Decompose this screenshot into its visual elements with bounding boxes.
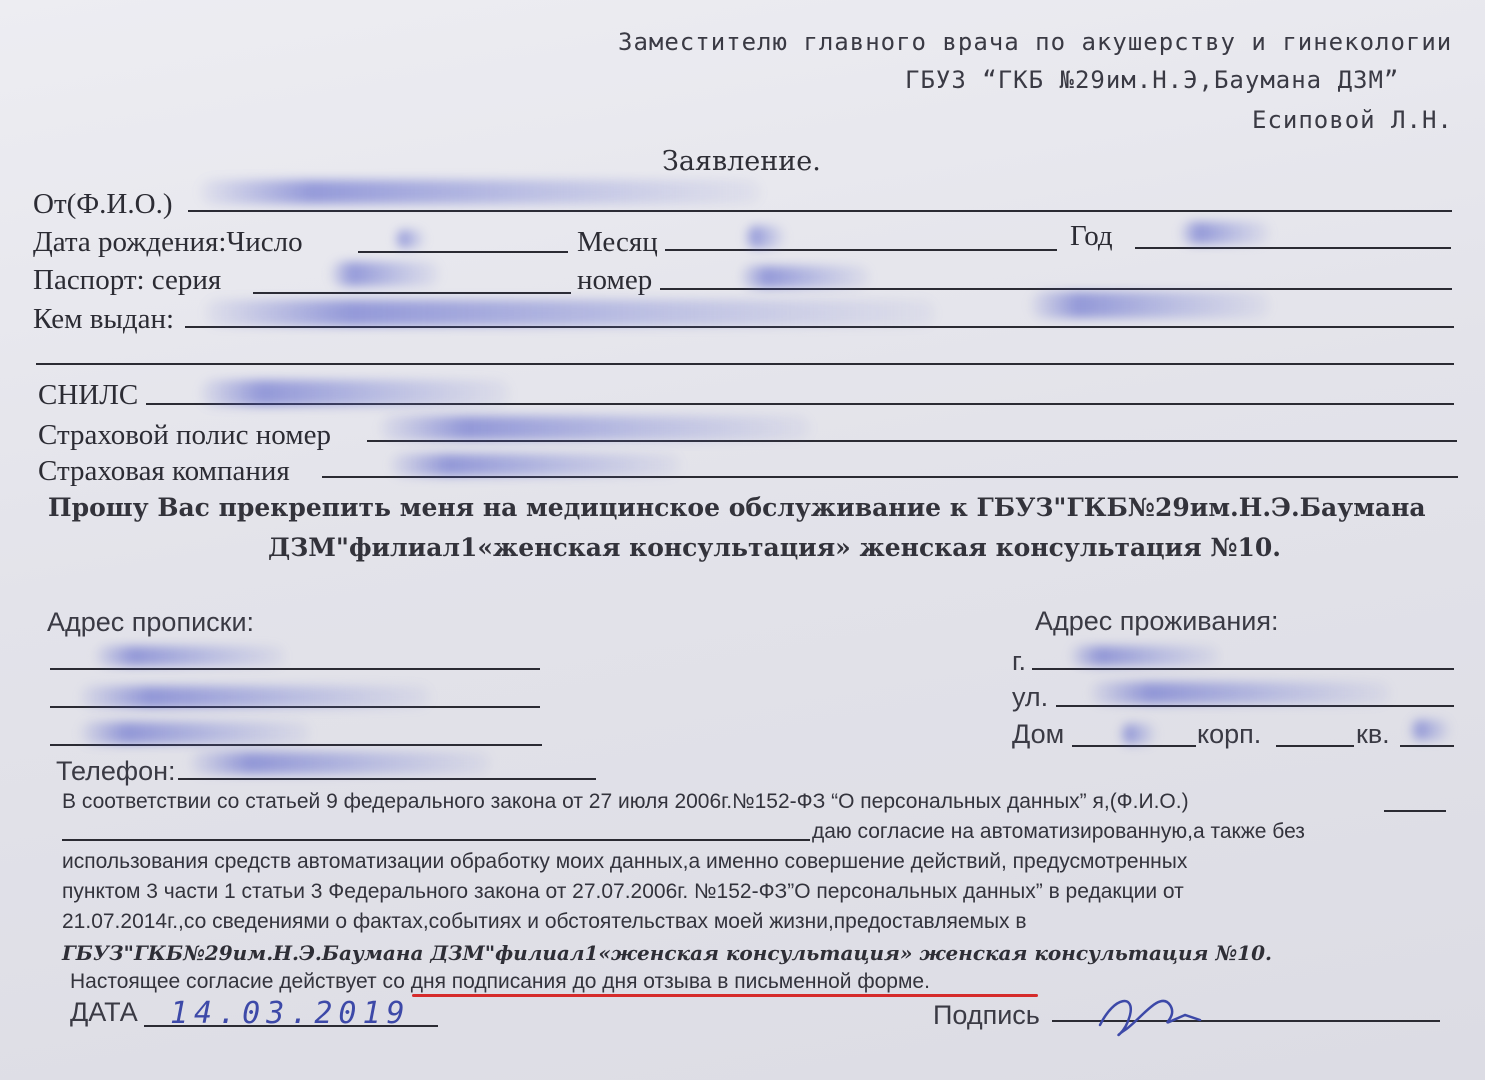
redacted-day [395,230,425,248]
passport-number-line [660,288,1452,290]
consent-line-1: В соответствии со статьей 9 федерального закона от 27 июля 2006г.№152-ФЗ “О персональных данных” я,(Ф.И.О.) [62,790,1189,813]
city-label: г. [1012,646,1027,676]
consent-line-7-start: Настоящее согласие действует [70,970,383,993]
from-line [188,210,1452,212]
addressee-line-2: ГБУЗ “ГКБ №29им.Н.Э,Баумана ДЗМ” [905,66,1400,94]
redacted-year [1180,222,1270,244]
redacted-series [330,262,440,286]
redacted-issuer-2 [1030,292,1270,318]
redacted-registration-2 [80,686,430,708]
policy-label: Страховой полис номер [38,419,331,451]
redacted-company [390,454,680,476]
date-label: ДАТА [70,997,138,1027]
policy-line [367,440,1457,442]
consent-line-4: пунктом 3 части 1 статьи 3 Федерального закона от 27.07.2006г. №152-ФЗ”О персональных данных” в редакции от [62,880,1184,903]
phone-label: Телефон: [56,756,176,786]
dob-month-line [665,249,1057,251]
redacted-registration-1 [95,646,285,666]
consent-name-line-b [62,839,810,841]
phone-line [178,778,596,780]
redacted-issuer-1 [205,300,935,326]
building-line [1276,745,1354,747]
consent-line-5: 21.07.2014г.,со сведениями о фактах,событиях и обстоятельствах моей жизни,предоставляемых в [62,910,1027,933]
from-label: От(Ф.И.О.) [33,188,173,220]
request-line-2: ДЗМ"филиал1«женская консультация» женская консультация №10. [268,533,1281,562]
apt-label: кв. [1356,719,1390,749]
city-line [1032,668,1454,670]
redacted-snils [200,380,510,406]
snils-label: СНИЛС [38,379,139,411]
redacted-house [1120,724,1156,744]
street-label: ул. [1012,682,1049,712]
consent-line-7 [70,970,930,994]
consent-line-2: даю согласие на автоматизированную,а также без [812,820,1305,843]
signature-image [1090,985,1210,1045]
issued-by-line-2 [36,363,1454,365]
street-line [1056,705,1454,707]
issued-by-label: Кем выдан: [33,303,175,335]
redacted-month [745,226,785,248]
redacted-policy [380,416,810,440]
passport-series-line [253,292,571,294]
apt-line [1400,745,1454,747]
passport-label: Паспорт: серия [33,264,222,296]
registration-line-1 [50,668,540,670]
redacted-number [740,266,870,288]
redacted-city [1070,646,1220,666]
company-line [322,476,1458,478]
registration-address-label: Адрес прописки: [47,607,255,637]
redacted-phone [190,752,490,774]
date-value: 14.03.2019 [170,996,411,1031]
signature-label: Подпись [933,1000,1040,1030]
redacted-street [1090,682,1390,704]
redacted-registration-3 [80,722,310,744]
year-label: Год [1070,220,1113,252]
consent-name-line-a [1384,810,1446,812]
dob-year-line [1135,247,1451,249]
month-label: Месяц [577,226,658,258]
number-label: номер [577,264,653,296]
addressee-line-1: Заместителю главного врача по акушерству и гинекологии [618,28,1453,56]
dob-label: Дата рождения:Число [33,226,303,258]
request-line-1: Прошу Вас прекрепить меня на медицинское обслуживание к ГБУЗ"ГКБ№29им.Н.Э.Баумана [48,493,1426,522]
dob-day-line [358,251,568,253]
building-label: корп. [1197,719,1262,749]
registration-line-3 [50,744,542,746]
issued-by-line [185,326,1454,328]
house-line [1072,745,1196,747]
red-underline [412,994,1038,997]
document-title: Заявление. [662,146,821,177]
consent-line-6: ГБУЗ"ГКБ№29им.Н.Э.Баумана ДЗМ"филиал1«женская консультация» женская консультация №10. [62,941,1272,965]
consent-line-7-highlight: со дня подписания до дня отзыва в письменной форме. [382,970,930,993]
company-label: Страховая компания [38,455,290,487]
addressee-line-3: Есиповой Л.Н. [1252,106,1453,134]
redacted-apt [1410,720,1450,740]
residence-address-label: Адрес проживания: [1035,606,1279,636]
redacted-name [200,180,760,204]
house-label: Дом [1012,719,1065,749]
consent-line-3: использования средств автоматизации обработку моих данных,а именно совершение действий, предусмотренных [62,850,1188,873]
